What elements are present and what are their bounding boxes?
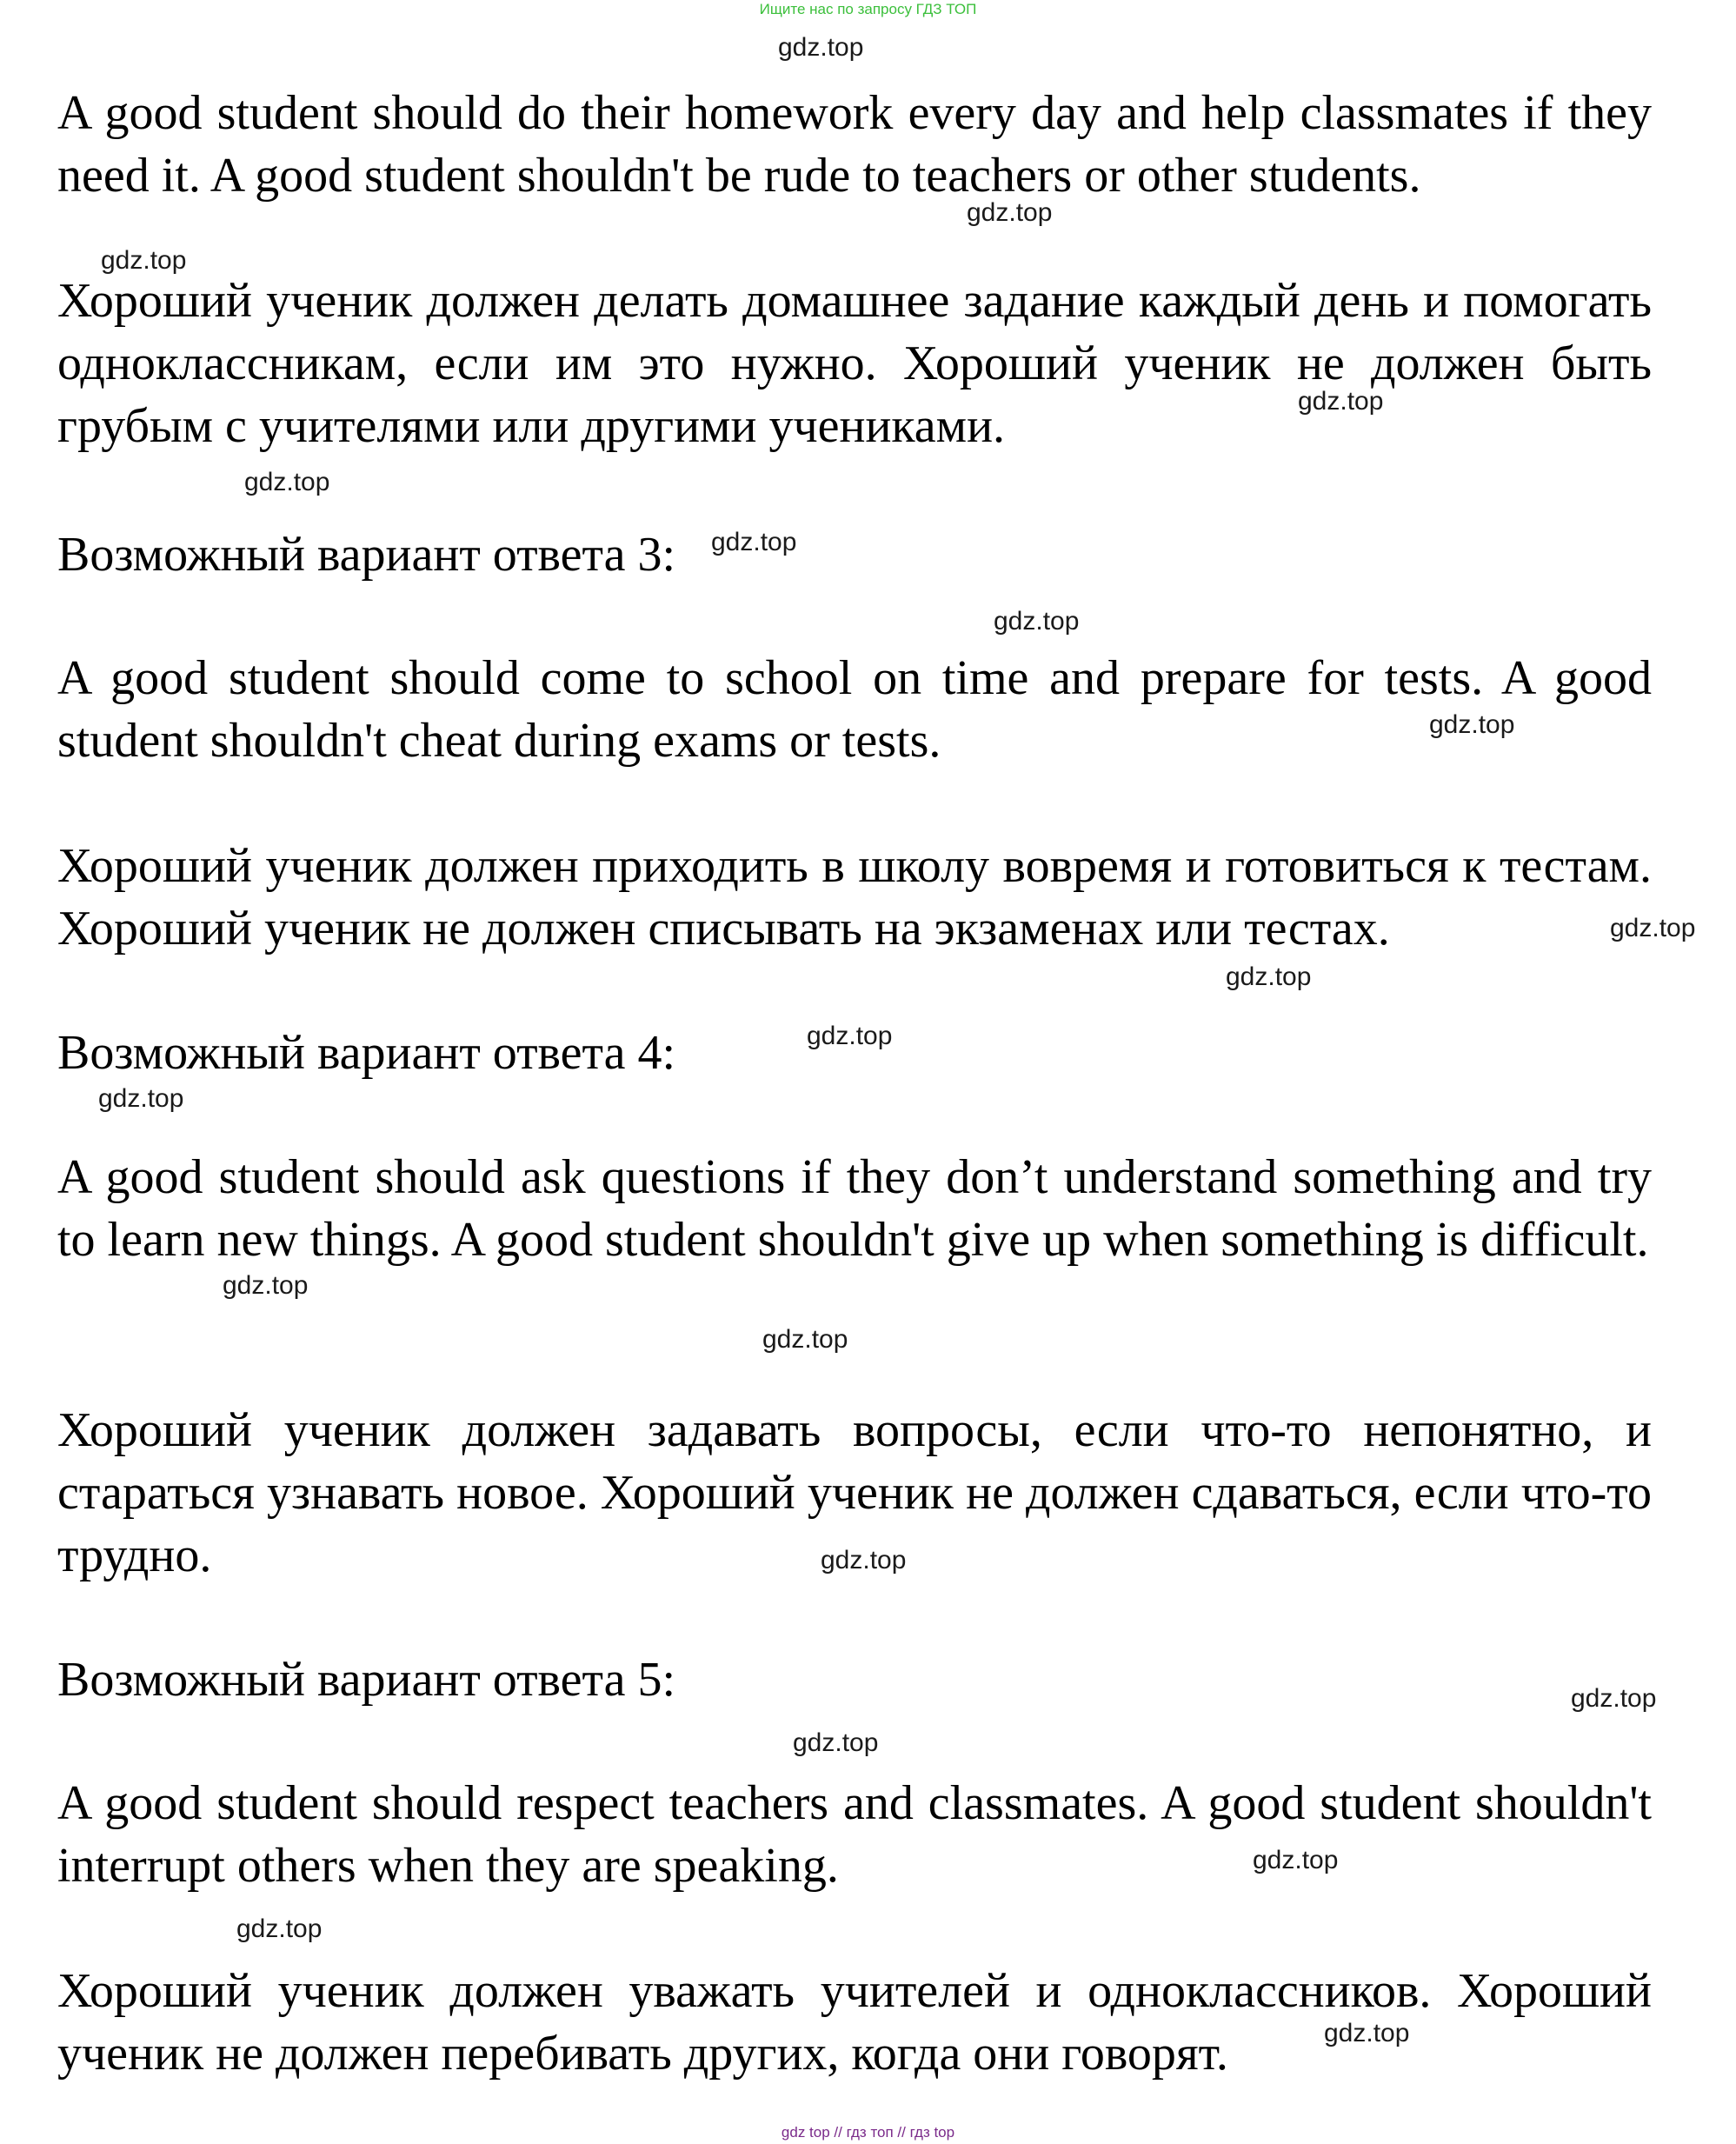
answer-3-english: A good student should come to school on time and prepare for tests. A good student shouldn't cheat during exams or tests.	[57, 651, 1652, 768]
watermark: gdz.top	[1429, 710, 1515, 739]
watermark: gdz.top	[1226, 962, 1312, 991]
watermark: gdz.top	[101, 246, 187, 275]
answer-2-russian: Хороший ученик должен делать домашнее задание каждый день и помогать одноклассникам, если им это нужно. Хороший ученик не должен быть грубым с учителями или другими учениками.	[57, 274, 1652, 453]
watermark: gdz.top	[244, 468, 330, 496]
answer-4-russian: Хороший ученик должен задавать вопросы, если что-то непонятно, и стараться узнавать новое. Хороший ученик не должен сдаваться, если что-то трудно.	[57, 1403, 1652, 1582]
top-banner: Ищите нас по запросу ГДЗ ТОП	[759, 1, 977, 17]
watermark: gdz.top	[711, 528, 797, 556]
footer: gdz top // гдз топ // гдз top	[781, 2124, 955, 2141]
watermark: gdz.top	[1253, 1846, 1339, 1874]
answer-5-heading: Возможный вариант ответа 5:	[57, 1653, 676, 1707]
answer-3-heading: Возможный вариант ответа 3:	[57, 528, 676, 582]
answer-5-russian: Хороший ученик должен уважать учителей и одноклассников. Хороший ученик не должен перебивать других, когда они говорят.	[57, 1964, 1652, 2081]
watermark: gdz.top	[223, 1271, 309, 1300]
watermark: gdz.top	[778, 33, 864, 62]
watermark: gdz.top	[807, 1022, 893, 1050]
watermark: gdz.top	[236, 1914, 323, 1943]
answer-4-english: A good student should ask questions if they don’t understand something and try to learn new things. A good student shouldn't give up when something is difficult.	[57, 1150, 1652, 1267]
watermark: gdz.top	[1298, 387, 1384, 416]
watermark: gdz.top	[967, 198, 1053, 227]
watermark: gdz.top	[994, 607, 1080, 636]
watermark: gdz.top	[98, 1084, 184, 1113]
watermark: gdz.top	[793, 1728, 879, 1757]
watermark: gdz.top	[1610, 914, 1696, 942]
watermark: gdz.top	[762, 1325, 848, 1354]
watermark: gdz.top	[1324, 2019, 1410, 2047]
answer-4-heading: Возможный вариант ответа 4:	[57, 1026, 676, 1080]
answer-5-english: A good student should respect teachers and classmates. A good student shouldn't interrupt others when they are speaking.	[57, 1776, 1652, 1893]
watermark: gdz.top	[821, 1546, 907, 1575]
answer-2-english: A good student should do their homework every day and help classmates if they need it. A good student shouldn't be rude to teachers or other students.	[57, 86, 1652, 203]
watermark: gdz.top	[1571, 1684, 1657, 1713]
answer-3-russian: Хороший ученик должен приходить в школу вовремя и готовиться к тестам. Хороший ученик не должен списывать на экзаменах или тестах.	[57, 839, 1652, 955]
